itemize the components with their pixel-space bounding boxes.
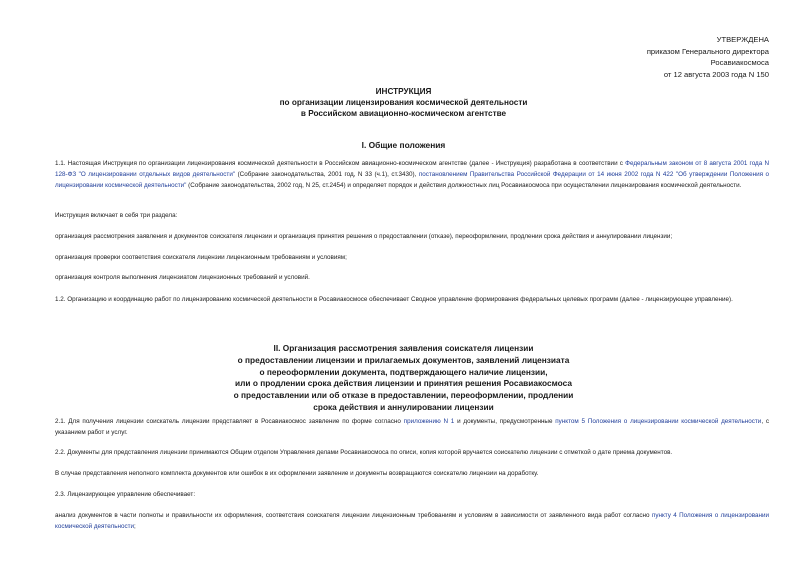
paragraph-text: ; <box>134 523 136 530</box>
paragraph-text: 1.1. Настоящая Инструкция по организации лицензирования космической деятельности в Российском авиационно-космическом агентстве (далее - Инструкция) разработана в соответствии с <box>55 160 626 167</box>
approval-block <box>647 34 769 80</box>
paragraph-1-1 <box>55 158 769 191</box>
title-line: ИНСТРУКЦИЯ <box>375 87 432 96</box>
paragraph-2-3: 2.3. Лицензирующее управление обеспечивает: <box>55 491 196 498</box>
heading-line: срока действия и аннулировании лицензии <box>313 401 494 412</box>
heading-line: о предоставлении или об отказе в предоставлении, переоформлении, продлении <box>233 390 574 401</box>
approval-line: приказом Генерального директора <box>646 46 769 56</box>
regulation-link[interactable]: пункту 4 Положения о лицензировании космической деятельности <box>55 512 769 530</box>
decree-link[interactable]: постановлением Правительства Российской Федерации от 14 июня 2002 года N 422 "Об утверждении Положения о лицензировании космической деятельности" <box>55 171 769 189</box>
paragraph-text: (Собрание законодательства, 2001 год, N 33 (ч.1), ст.3430), <box>235 171 419 178</box>
paragraph: организация рассмотрения заявления и документов соискателя лицензии и организация принятия решения о предоставлении (отказе), переоформлении, продлении срока действия и аннулировании лицензии; <box>55 233 673 240</box>
paragraph: организация проверки соответствия соискателя лицензии лицензионным требованиям и условиям; <box>55 254 347 261</box>
paragraph-text: (Собрание законодательства, 2002 год, N 25, ст.2454) и определяет порядок и действия должностных лиц Росавиакосмоса при осуществлении лицензирования космической деятельности. <box>186 182 742 189</box>
heading-line: или о продлении срока действия лицензии и принятия решения Росавиакосмоса <box>235 378 572 389</box>
title-line: в Российском авиационно-космическом агентстве <box>300 109 507 118</box>
approval-line: Росавиакосмоса <box>710 58 769 67</box>
paragraph-text: , с указанием работ и услуг. <box>55 418 769 436</box>
paragraph-text: и документы, предусмотренные <box>454 418 556 425</box>
paragraph: Инструкция включает в себя три раздела: <box>55 212 178 219</box>
document-title <box>0 86 807 119</box>
paragraph-text: 2.1. Для получения лицензии соискатель лицензии представляет в Росавиакосмос заявление по форме согласно <box>55 418 404 425</box>
paragraph-2-1 <box>55 416 769 438</box>
paragraph: организация контроля выполнения лицензиатом лицензионных требований и условий. <box>55 274 310 281</box>
law-link[interactable]: Федеральным законом от 8 августа 2001 года N 128-ФЗ "О лицензировании отдельных видов деятельности" <box>55 160 769 178</box>
title-line: по организации лицензирования космической деятельности <box>279 98 528 107</box>
paragraph-text: анализ документов в части полноты и правильности их оформления, соответствия соискателя лицензии лицензионным требованиям и условиям в зависимости от заявленного вида работ согласно <box>55 512 652 519</box>
section-2-heading <box>0 343 807 414</box>
regulation-link[interactable]: пунктом 5 Положения о лицензировании космической деятельности <box>555 418 762 425</box>
approval-line: УТВЕРЖДЕНА <box>716 35 769 44</box>
paragraph: В случае представления неполного комплекта документов или ошибок в их оформлении заявление и документы возвращаются соискателю лицензии на доработку. <box>55 470 539 477</box>
appendix-link[interactable]: приложению N 1 <box>403 418 455 425</box>
approval-line: от 12 августа 2003 года N 150 <box>663 69 769 79</box>
heading-line: о переоформлении документа, подтверждающего наличие лицензии, <box>259 366 548 377</box>
heading-line: о предоставлении лицензии и прилагаемых документов, заявлений лицензиата <box>237 354 570 365</box>
paragraph-1-2: 1.2. Организацию и координацию работ по лицензированию космической деятельности в Росавиакосмосе обеспечивает Сводное управление формирования федеральных целевых программ (далее - лицензирующее управление). <box>55 296 733 303</box>
section-1-heading: I. Общие положения <box>361 140 446 150</box>
heading-line: II. Организация рассмотрения заявления соискателя лицензии <box>273 343 534 353</box>
paragraph-2-2: 2.2. Документы для представления лицензии принимаются Общим отделом Управления делами Росавиакосмоса по описи, копия которой вручается соискателю лицензии с отметкой о дате приема документов. <box>55 449 673 456</box>
paragraph <box>55 510 769 532</box>
